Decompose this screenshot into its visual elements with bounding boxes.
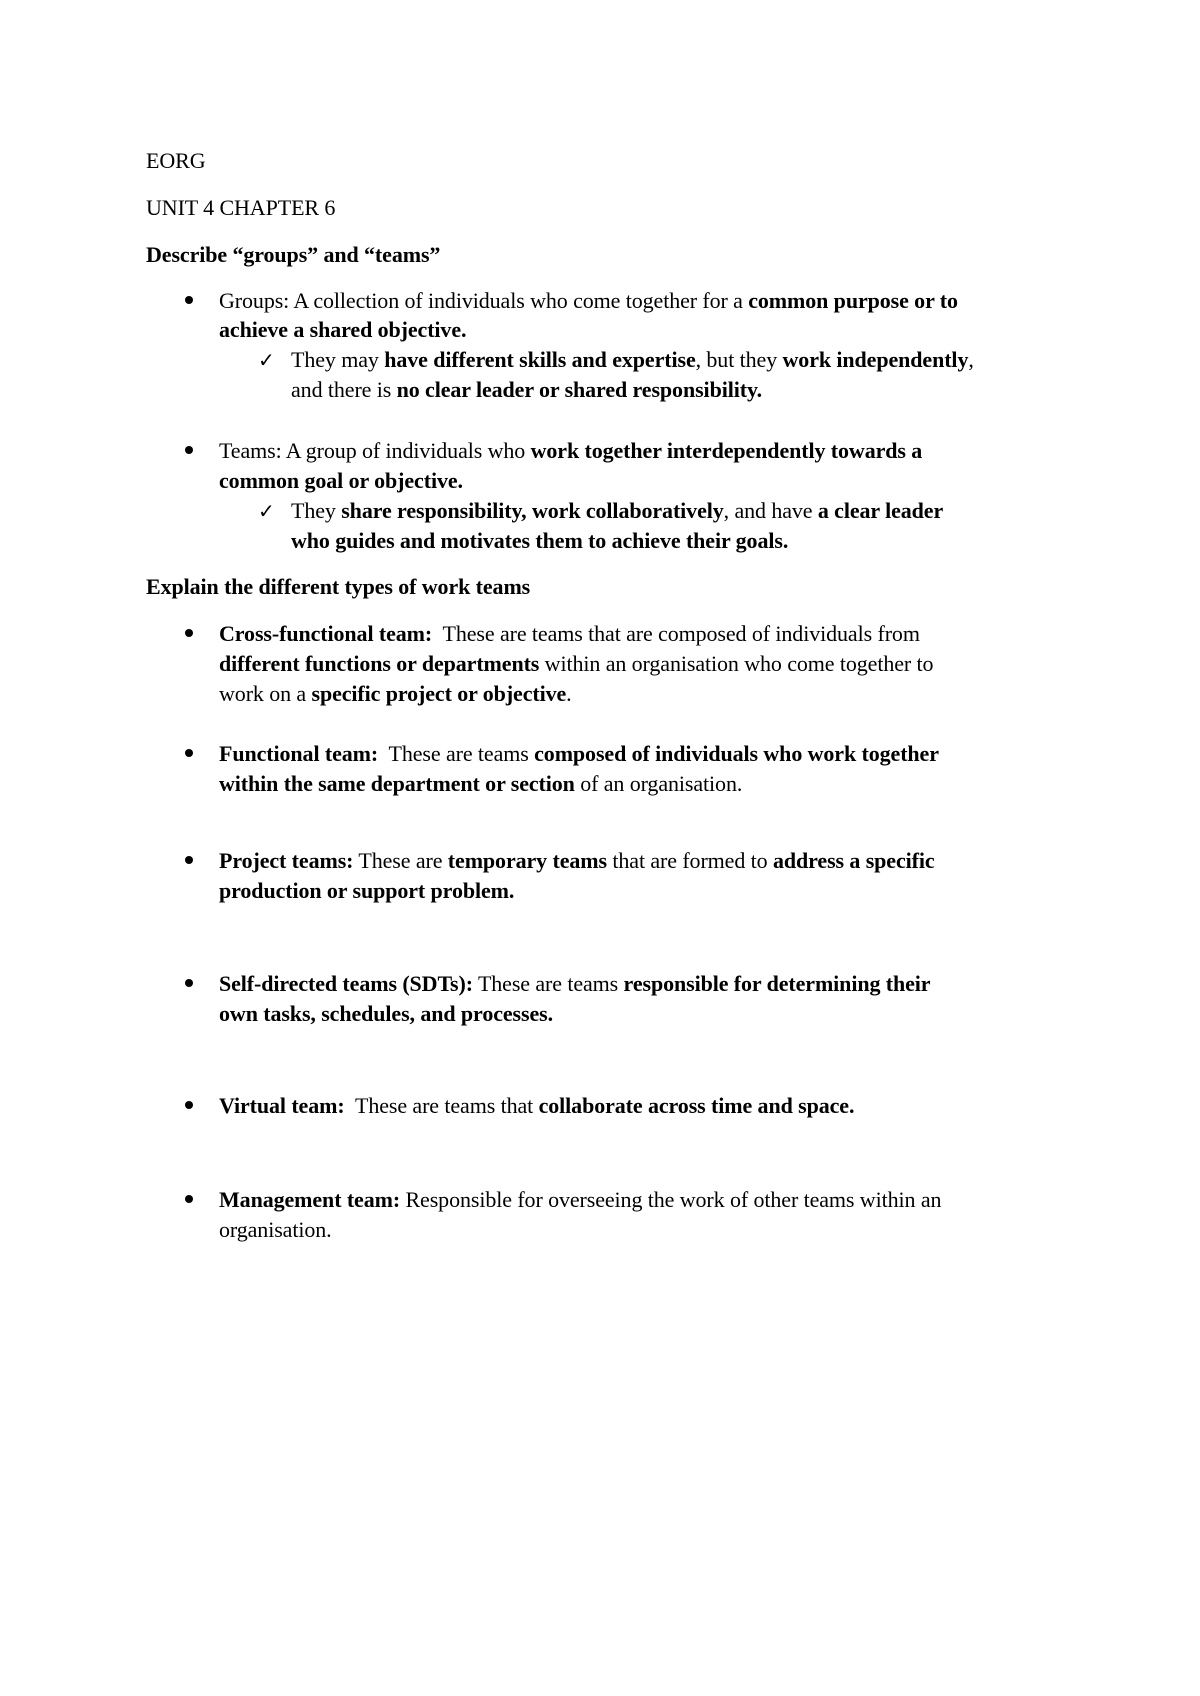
project-teams-line-1: Project teams: These are temporary teams that are formed to address a specific	[219, 848, 935, 873]
section-heading-groups-teams: Describe “groups” and “teams”	[146, 242, 441, 267]
groups-check-line-1: They may have different skills and expertise, but they work independently,	[291, 347, 974, 372]
self-directed-line-2: own tasks, schedules, and processes.	[219, 1001, 553, 1026]
cross-functional-line-3: work on a specific project or objective.	[219, 681, 572, 706]
functional-line-1: Functional team: These are teams composed of individuals who work together	[219, 741, 939, 766]
virtual-team-line-1: Virtual team: These are teams that collaborate across time and space.	[219, 1093, 855, 1118]
section-heading-work-teams: Explain the different types of work teams	[146, 574, 531, 599]
management-team-line-1: Management team: Responsible for overseeing the work of other teams within an	[219, 1187, 942, 1212]
bullet-icon	[185, 1101, 193, 1109]
teams-line-1: Teams: A group of individuals who work together interdependently towards a	[219, 438, 923, 463]
unit-chapter: UNIT 4 CHAPTER 6	[146, 195, 336, 220]
management-team-line-2: organisation.	[219, 1217, 332, 1242]
groups-check-line-2: and there is no clear leader or shared responsibility.	[291, 377, 763, 402]
checkmark-icon: ✓	[258, 348, 275, 372]
teams-check-line-2: who guides and motivates them to achieve their goals.	[291, 528, 789, 553]
bullet-icon	[185, 446, 193, 454]
bullet-icon	[185, 296, 193, 304]
bullet-icon	[185, 1195, 193, 1203]
bullet-icon	[185, 979, 193, 987]
bullet-icon	[185, 749, 193, 757]
course-code: EORG	[146, 148, 206, 173]
self-directed-line-1: Self-directed teams (SDTs): These are teams responsible for determining their	[219, 971, 931, 996]
groups-line-2: achieve a shared objective.	[219, 317, 467, 342]
teams-line-2: common goal or objective.	[219, 468, 463, 493]
checkmark-icon: ✓	[258, 499, 275, 523]
groups-line-1: Groups: A collection of individuals who come together for a common purpose or to	[219, 288, 958, 313]
functional-line-2: within the same department or section of an organisation.	[219, 771, 743, 796]
cross-functional-line-2: different functions or departments within an organisation who come together to	[219, 651, 934, 676]
bullet-icon	[185, 629, 193, 637]
bullet-icon	[185, 856, 193, 864]
project-teams-line-2: production or support problem.	[219, 878, 515, 903]
teams-check-line-1: They share responsibility, work collaboratively, and have a clear leader	[291, 498, 944, 523]
cross-functional-line-1: Cross-functional team: These are teams that are composed of individuals from	[219, 621, 920, 646]
